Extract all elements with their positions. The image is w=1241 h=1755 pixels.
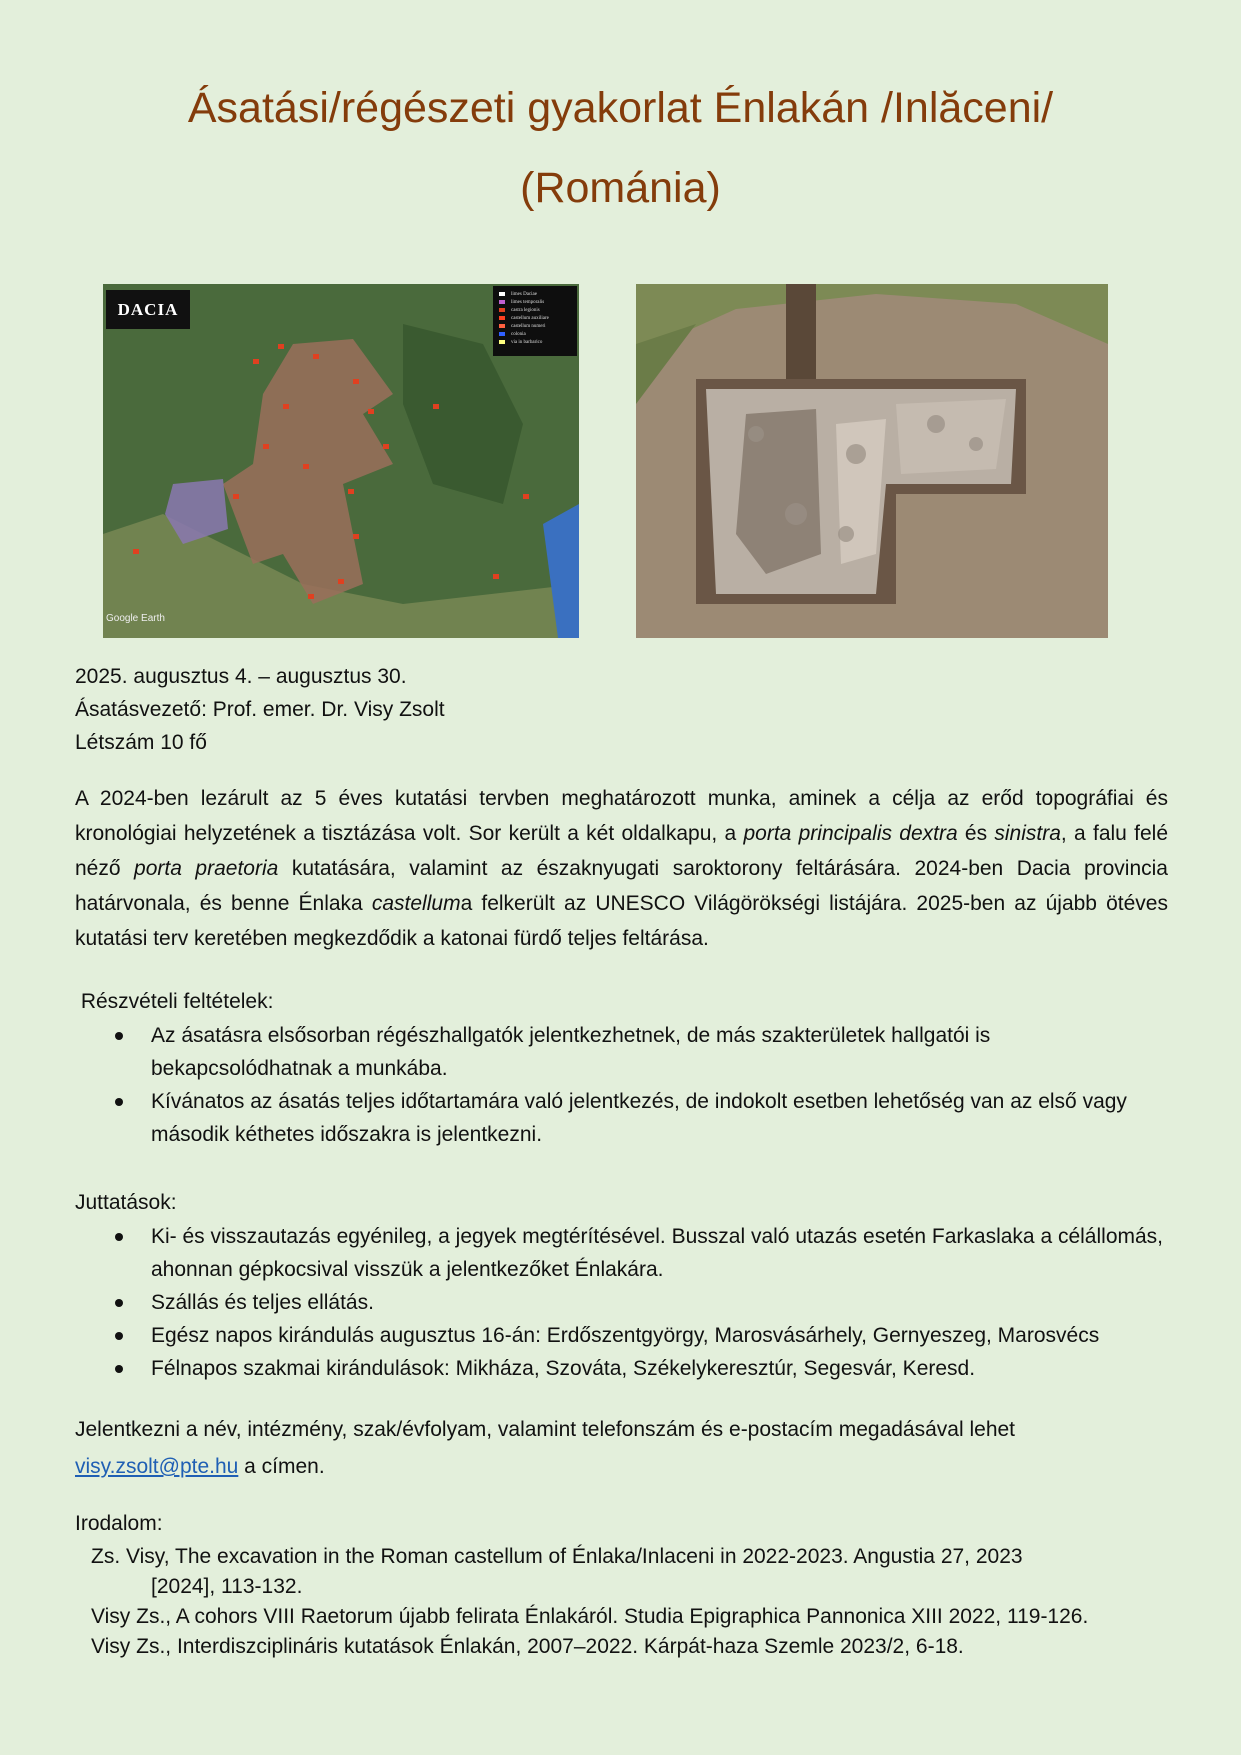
legend-entry: castellum auxiliare — [499, 314, 571, 322]
application-info — [75, 1411, 1175, 1485]
event-info — [75, 660, 445, 759]
map-legend — [493, 286, 577, 356]
application-text: Jelentkezni a név, intézmény, szak/évfolyam, valamint telefonszám és e-postacím megadásával lehet — [75, 1418, 1016, 1441]
references-heading: Irodalom: — [75, 1512, 163, 1535]
reference-item: Zs. Visy, The excavation in the Roman castellum of Énlaka/Inlaceni in 2022-2023. Angustia 27, 2023 [2024], 113-132. — [91, 1545, 1023, 1598]
description-paragraph: A 2024-ben lezárult az 5 éves kutatási tervben meghatározott munka, aminek a célja az erőd topográfiai és kronológiai helyzetének a tisztázása volt. Sor került a két oldalkapu, a porta principalis dextra és sinistra, a falu felé néző porta praetoria kutatására, valamint az északnyugati saroktorony feltárására. 2024-ben Dacia provincia határvonala, és benne Énlaka castelluma felkerült az UNESCO Világörökségi listájára. 2025-ben az újabb ötéves kutatási terv keretében megkezdődik a katonai fürdő teljes feltárása. — [75, 787, 1168, 950]
benefits-heading: Juttatások: — [75, 1191, 177, 1214]
legend-entry: via in barbarico — [499, 338, 571, 346]
legend-entry: castra legionis — [499, 306, 571, 314]
event-dates: 2025. augusztus 4. – augusztus 30. — [75, 665, 407, 688]
list-item: Félnapos szakmai kirándulások: Mikháza, Szováta, Székelykeresztúr, Segesvár, Keresd. — [75, 1352, 1175, 1385]
page-title-line2: (Románia) — [520, 164, 721, 212]
legend-entry: limes Daciae — [499, 290, 571, 298]
legend-entry: limes temporalis — [499, 298, 571, 306]
map-title-label: DACIA — [106, 290, 190, 329]
application-suffix: a címen. — [238, 1455, 325, 1478]
reference-item: Visy Zs., Interdiszciplináris kutatások Énlakán, 2007–2022. Kárpát-haza Szemle 2023/2, 6-18. — [91, 1635, 964, 1658]
email-link[interactable]: visy.zsolt@pte.hu — [75, 1455, 239, 1478]
list-item: Ki- és visszautazás egyénileg, a jegyek megtérítésével. Busszal való utazás esetén Farkaslaka a célállomás, ahonnan gépkocsival visszük a jelentkezőket Énlakára. — [75, 1220, 1175, 1286]
headcount: Létszám 10 fő — [75, 731, 207, 754]
conditions-list — [75, 1019, 1175, 1151]
benefits-list — [75, 1220, 1175, 1385]
list-item: Kívánatos az ásatás teljes időtartamára való jelentkezés, de indokolt esetben lehetőség van az első vagy második kéthetes időszakra is jelentkezni. — [75, 1085, 1175, 1151]
conditions-heading: Részvételi feltételek: — [75, 990, 274, 1013]
list-item: Egész napos kirándulás augusztus 16-án: Erdőszentgyörgy, Marosvásárhely, Gernyeszeg, Marosvécs — [75, 1319, 1175, 1352]
references — [75, 1509, 1185, 1662]
dacia-map-image — [103, 284, 579, 638]
list-item: Szállás és teljes ellátás. — [75, 1286, 1175, 1319]
legend-entry: castellum numeri — [499, 322, 571, 330]
legend-entry: colonia — [499, 330, 571, 338]
page-title-line1: Ásatási/régészeti gyakorlat Énlakán /Inlăceni/ — [187, 84, 1054, 132]
map-credit: Google Earth — [106, 613, 165, 624]
excavation-leader: Ásatásvezető: Prof. emer. Dr. Visy Zsolt — [75, 698, 445, 721]
excavation-photo — [636, 284, 1108, 638]
list-item: Az ásatásra elsősorban régészhallgatók jelentkezhetnek, de más szakterületek hallgatói is bekapcsolódhatnak a munkába. — [75, 1019, 1175, 1085]
reference-item: Visy Zs., A cohors VIII Raetorum újabb felirata Énlakáról. Studia Epigraphica Pannonica XIII 2022, 119-126. — [91, 1605, 1089, 1628]
excavation-aerial-view — [636, 284, 1108, 638]
